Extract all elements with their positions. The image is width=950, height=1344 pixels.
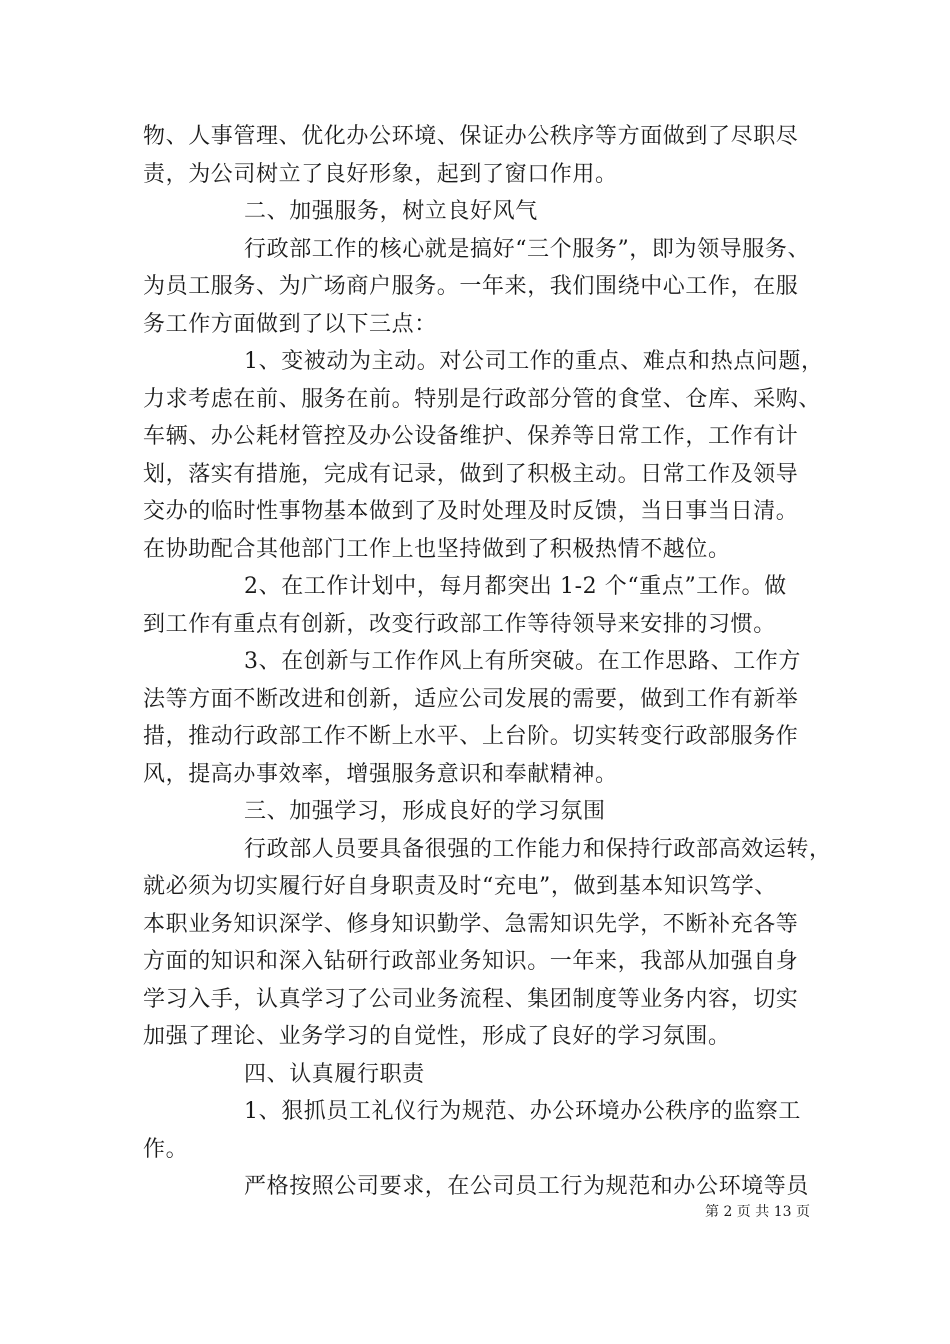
document-body: [143, 118, 832, 1206]
text-line: 物、人事管理、优化办公环境、保证办公秩序等方面做到了尽职尽: [143, 124, 799, 149]
text-line: 1、变被动为主动。对公司工作的重点、难点和热点问题，: [244, 349, 824, 374]
text-line: 3、在创新与工作作风上有所突破。在工作思路、工作方: [244, 649, 801, 674]
section-heading: 二、加强服务，树立良好风气: [244, 199, 538, 224]
text-line: 方面的知识和深入钻研行政部业务知识。一年来，我部从加强自身: [143, 949, 799, 974]
text-line: 风，提高办事效率，增强服务意识和奉献精神。: [143, 761, 618, 787]
text-line: 作。: [143, 1136, 189, 1162]
text-line: 行政部人员要具备很强的工作能力和保持行政部高效运转，: [244, 836, 832, 862]
text-line: 力求考虑在前、服务在前。特别是行政部分管的食堂、仓库、采购、: [143, 386, 822, 412]
text-line: 2、在工作计划中，每月都突出 1-2 个“重点”工作。做: [244, 574, 787, 599]
text-line: 为员工服务、为广场商户服务。一年来，我们围绕中心工作，在服: [143, 274, 799, 299]
text-line: 措，推动行政部工作不断上水平、上台阶。切实转变行政部服务作: [143, 724, 799, 749]
text-line: 行政部工作的核心就是搞好“三个服务”，即为领导服务、: [244, 236, 811, 262]
text-line: 就必须为切实履行好自身职责及时“充电”，做到基本知识笃学、: [143, 874, 777, 899]
page-number: 第 2 页 共 13 页: [705, 1204, 810, 1220]
text-line: 加强了理论、业务学习的自觉性，形成了良好的学习氛围。: [143, 1024, 731, 1049]
section-heading: 四、认真履行职责: [244, 1061, 425, 1087]
text-line: 责，为公司树立了良好形象，起到了窗口作用。: [143, 161, 618, 187]
text-line: 1、狠抓员工礼仪行为规范、办公环境办公秩序的监察工: [244, 1099, 801, 1124]
text-line: 车辆、办公耗材管控及办公设备维护、保养等日常工作，工作有计: [143, 424, 799, 449]
text-line: 务工作方面做到了以下三点：: [143, 311, 437, 337]
section-heading: 三、加强学习，形成良好的学习氛围: [244, 799, 606, 824]
text-line: 学习入手，认真学习了公司业务流程、集团制度等业务内容，切实: [143, 986, 799, 1012]
text-line: 到工作有重点有创新，改变行政部工作等待领导来安排的习惯。: [143, 611, 776, 637]
page-footer: [0, 1202, 950, 1222]
text-line: 严格按照公司要求，在公司员工行为规范和办公环境等员: [244, 1174, 810, 1199]
text-line: 法等方面不断改进和创新，适应公司发展的需要，做到工作有新举: [143, 686, 799, 712]
text-line: 本职业务知识深学、修身知识勤学、急需知识先学，不断补充各等: [143, 911, 799, 937]
text-line: 在协助配合其他部门工作上也坚持做到了积极热情不越位。: [143, 536, 731, 562]
text-line: 交办的临时性事物基本做到了及时处理及时反馈，当日事当日清。: [143, 499, 799, 524]
text-line: 划，落实有措施，完成有记录，做到了积极主动。日常工作及领导: [143, 461, 799, 487]
